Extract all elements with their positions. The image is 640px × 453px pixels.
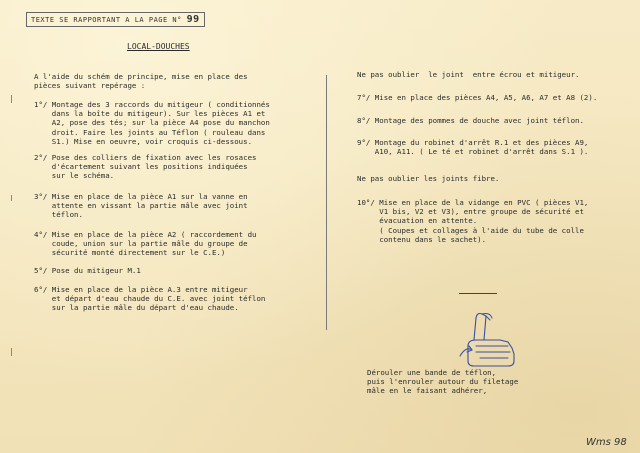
- sketch-caption: Dérouler une bande de téflon, puis l'enrouler autour du filetage mâle en le faisant adhérer,: [367, 368, 519, 396]
- teflon-tape-sketch: [446, 306, 526, 376]
- note-joints-fibre: Ne pas oublier les joints fibre.: [357, 174, 500, 183]
- margin-mark: [11, 95, 12, 103]
- header-page-number: 99: [186, 14, 200, 25]
- step-9: 9°/ Montage du robinet d'arrêt R.1 et des pièces A9, A10, A11. ( Le té et robinet d'arrêt dans S.1 ).: [357, 138, 589, 157]
- step-5: 5°/ Pose du mitigeur M.1: [34, 266, 141, 275]
- step-7: 7°/ Mise en place des pièces A4, A5, A6, A7 et A8 (2).: [357, 93, 598, 102]
- step-1: 1°/ Montage des 3 raccords du mitigeur ( conditionnés dans la boîte du mitigeur). Sur les pièces A1 et A2, pose des tés; sur la pièce A4 pose du manchon droit. Faire les joints au Téflon ( rouleau dans S1.) Mise en oeuvre, voir croquis ci-dessous.: [34, 100, 270, 146]
- note-joint-ecrou: Ne pas oublier le joint entre écrou et mitigeur.: [357, 70, 580, 79]
- step-4: 4°/ Mise en place de la pièce A2 ( raccordement du coude, union sur la partie mâle du groupe de sécurité monté directement sur le C.E.): [34, 230, 257, 258]
- step-2: 2°/ Pose des colliers de fixation avec les rosaces d'écartement suivant les positions indiquées sur le schéma.: [34, 153, 257, 181]
- step-3: 3°/ Mise en place de la pièce A1 sur la vanne en attente en vissant la partie mâle avec joint téflon.: [34, 192, 248, 220]
- page-reference-header: [26, 12, 205, 27]
- column-divider: [326, 75, 327, 330]
- step-8: 8°/ Montage des pommes de douche avec joint téflon.: [357, 116, 584, 125]
- footer-signature: Wms 98: [586, 437, 627, 448]
- section-title: LOCAL-DOUCHES: [127, 42, 190, 51]
- separator-line: [459, 293, 497, 294]
- step-6: 6°/ Mise en place de la pièce A.3 entre mitigeur et départ d'eau chaude du C.E. avec joint téflon sur la partie mâle du départ d'eau chaude.: [34, 285, 266, 313]
- margin-mark: [11, 348, 12, 356]
- header-label: TEXTE SE RAPPORTANT A LA PAGE N°: [31, 16, 182, 24]
- step-10: 10°/ Mise en place de la vidange en PVC ( pièces V1, V1 bis, V2 et V3), entre groupe de sécurité et évacuation en attente. ( Coupes et collages à l'aide du tube de colle contenu dans le sachet).: [357, 198, 589, 244]
- margin-mark: [11, 195, 12, 201]
- intro-text: A l'aide du schém de principe, mise en place des pièces suivant repérage :: [34, 72, 248, 91]
